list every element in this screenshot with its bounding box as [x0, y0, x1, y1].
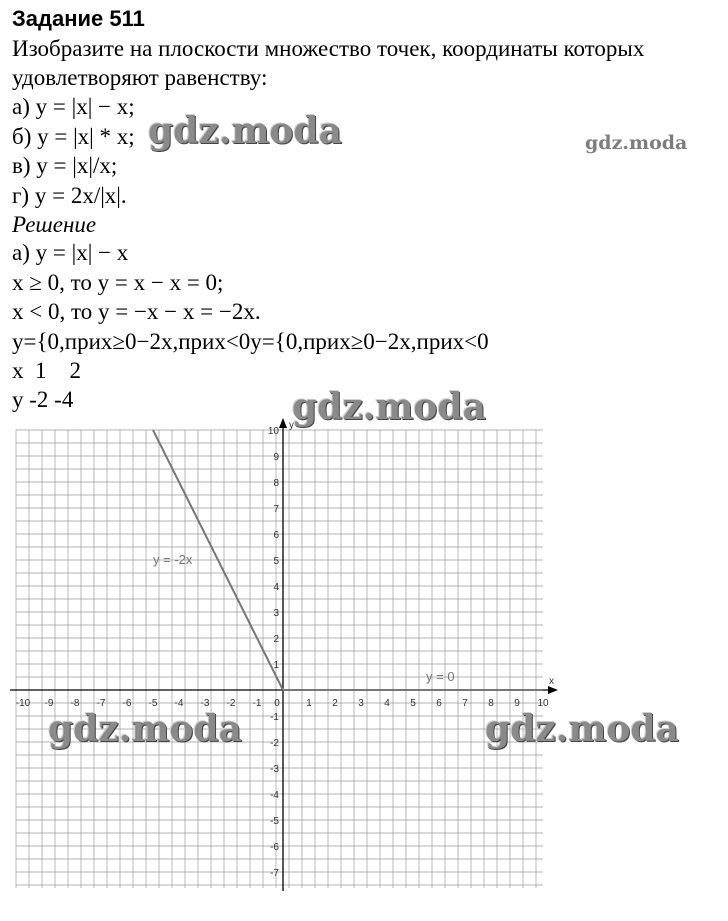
x-tick-label: 3	[358, 698, 364, 709]
x-tick-label: -9	[44, 698, 54, 709]
x-tick-label: 10	[537, 698, 549, 709]
y-tick-label: -1	[270, 712, 279, 723]
x-tick-label: -3	[200, 698, 210, 709]
x-tick-label: 4	[384, 698, 390, 709]
x-tick-label: -7	[96, 698, 106, 709]
watermark-bottom-left: gdz.moda	[48, 708, 242, 750]
watermark-top-left: gdz.moda	[148, 110, 342, 152]
series-label: y = -2x	[153, 551, 193, 567]
x-tick-label: -4	[174, 698, 184, 709]
solution-line-1: а) y = |x| − x	[12, 240, 129, 265]
y-tick-label: -4	[270, 790, 279, 801]
x-tick-label: -6	[122, 698, 132, 709]
task-statement-line1: Изобразите на плоскости множество точек, координаты которых	[12, 36, 645, 61]
y-axis-arrow	[279, 418, 287, 428]
x-tick-label: -2	[226, 698, 236, 709]
x-axis-label: x	[549, 676, 554, 687]
watermark-middle: gdz.moda	[292, 386, 486, 428]
x-tick-label: -1	[252, 698, 262, 709]
y-tick-label: -6	[270, 842, 279, 853]
task-item-b: б) y = |x| * x;	[12, 124, 135, 149]
y-tick-label: 9	[273, 452, 279, 463]
x-tick-label: -8	[70, 698, 80, 709]
y-tick-label: 7	[273, 504, 279, 515]
y-tick-label: 3	[273, 608, 279, 619]
x-axis-arrow	[548, 686, 558, 694]
x-tick-label: 8	[488, 698, 494, 709]
x-tick-label: 9	[514, 698, 520, 709]
watermark-top-right: gdz.moda	[585, 132, 688, 154]
x-tick-label: 6	[436, 698, 442, 709]
task-item-v: в) y = |x|/x;	[12, 153, 118, 178]
solution-line-3: x < 0, то y = −x − x = −2x.	[12, 299, 261, 324]
x-tick-label: -10	[15, 698, 31, 709]
solution-table-y: y -2 -4	[12, 387, 74, 412]
x-tick-label: 2	[332, 698, 338, 709]
x-tick-label: 7	[462, 698, 468, 709]
series-label: y = 0	[426, 668, 455, 684]
y-tick-label: -7	[270, 868, 279, 879]
coordinate-graph	[0, 418, 728, 921]
task-title: Задание 511	[12, 6, 145, 31]
solution-line-2: x ≥ 0, то y = x − x = 0;	[12, 270, 224, 295]
y-tick-labels	[268, 426, 280, 879]
task-item-g: г) y = 2x/|x|.	[12, 183, 127, 208]
x-tick-label: 5	[410, 698, 416, 709]
task-statement-line2: удовлетворяют равенству:	[12, 65, 268, 90]
y-tick-label: 10	[267, 426, 279, 437]
x-tick-label: 0	[274, 698, 280, 709]
task-item-a: а) y = |x| − x;	[12, 94, 135, 119]
y-tick-label: -5	[270, 816, 279, 827]
y-tick-label: 6	[273, 530, 279, 541]
solution-table-x: x 1 2	[12, 358, 81, 383]
y-axis-label: y	[289, 420, 294, 431]
x-tick-label: -5	[148, 698, 158, 709]
y-tick-label: 1	[273, 660, 279, 671]
y-tick-label: -2	[270, 738, 279, 749]
grid-lines	[16, 430, 543, 888]
y-tick-label: 2	[273, 634, 279, 645]
y-tick-label: 5	[273, 556, 279, 567]
watermark-bottom-right: gdz.moda	[485, 708, 679, 750]
y-tick-label: 4	[273, 582, 279, 593]
y-tick-label: 8	[273, 478, 279, 489]
solution-heading: Решение	[12, 212, 97, 237]
x-tick-label: 1	[306, 698, 312, 709]
y-tick-label: -3	[270, 764, 279, 775]
solution-line-4: y={0,прих≥0−2x,прих<0y={0,прих≥0−2x,прих<0	[12, 329, 489, 354]
